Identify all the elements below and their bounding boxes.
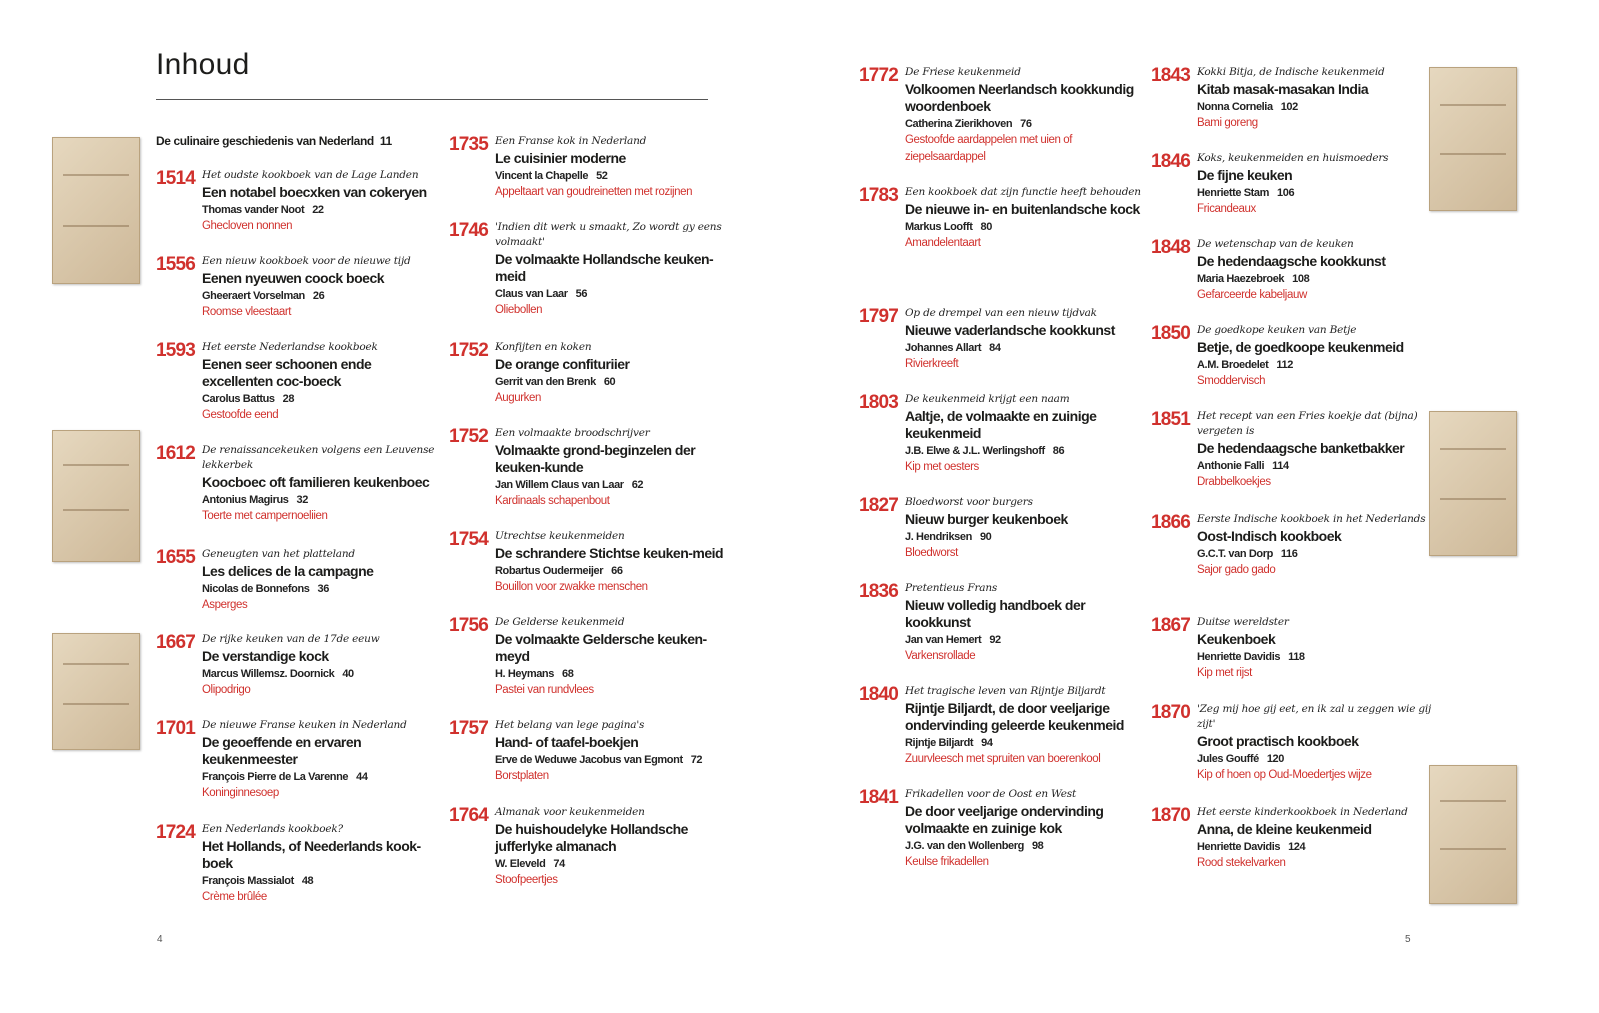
entry-page: 80 xyxy=(980,221,992,233)
entry-page: 102 xyxy=(1280,101,1298,113)
entry-subtitle: Een volmaakte broodschrijver xyxy=(495,427,650,439)
entry-recipe: Stoofpeertjes xyxy=(495,874,558,886)
entry-book-title: Le cuisinier moderne xyxy=(495,150,626,166)
entry-subtitle: Koks, keukenmeiden en huismoeders xyxy=(1197,152,1389,164)
entry-year: 1850 xyxy=(1151,323,1191,344)
entry-year: 1757 xyxy=(449,718,489,739)
entry-page: 120 xyxy=(1266,753,1284,765)
entry-page: 86 xyxy=(1052,445,1065,457)
entry-book-title: De hedendaagsche kookkunst xyxy=(1197,253,1386,269)
book-cover-image xyxy=(1429,411,1517,556)
entry-book-title: Nieuw volledig handboek der kookkunst xyxy=(905,597,1086,630)
entry-page: 92 xyxy=(989,634,1001,646)
entry-year: 1783 xyxy=(859,185,899,206)
entry-subtitle: Een kookboek dat zijn functie heeft behouden xyxy=(905,186,1141,198)
entry-recipe: Roomse vleestaart xyxy=(202,306,292,318)
entry-page: 98 xyxy=(1031,840,1044,852)
entry-book-title: De huishoudelyke Hollandsche jufferlyke almanach xyxy=(495,821,688,854)
entry-book-title: De fijne keuken xyxy=(1197,167,1293,183)
entry-year: 1843 xyxy=(1151,65,1191,86)
book-cover-image xyxy=(1429,765,1517,904)
entry-subtitle: Een Nederlands kookboek? xyxy=(202,823,343,835)
entry-year: 1724 xyxy=(156,822,196,843)
entry-page: 36 xyxy=(317,583,329,595)
entry-book-title: De door veeljarige ondervinding volmaakte en zuinige kok xyxy=(905,803,1104,836)
entry-year: 1851 xyxy=(1151,409,1191,430)
entry-recipe: Smoddervisch xyxy=(1197,375,1266,387)
entry-author: Nicolas de Bonnefons xyxy=(202,583,310,595)
entry-page: 62 xyxy=(631,479,644,491)
entry-author: Henriette Stam xyxy=(1197,187,1270,199)
entry-page: 90 xyxy=(979,531,992,543)
entry-book-title: Eenen seer schoonen ende excellenten coc-boeck xyxy=(202,356,372,389)
entry-page: 66 xyxy=(611,565,623,577)
entry-subtitle: De renaissancekeuken volgens een Leuvense lekkerbek xyxy=(202,444,435,471)
entry-author: Henriette Davidis xyxy=(1197,651,1281,663)
entry-recipe: Gestoofde aardappelen met uien of ziepelsaardappel xyxy=(905,134,1073,163)
entry-page: 28 xyxy=(282,393,295,405)
entry-book-title: Rijntje Biljardt, de door veeljarige ondervinding geleerde keukenmeid xyxy=(905,700,1124,733)
entry-year: 1848 xyxy=(1151,237,1191,258)
entry-subtitle: Eerste Indische kookboek in het Nederlands xyxy=(1197,513,1426,525)
entry-recipe: Varkensrollade xyxy=(905,650,976,662)
entry-year: 1612 xyxy=(156,443,196,464)
entry-author: Markus Loofft xyxy=(905,221,973,233)
entry-year: 1593 xyxy=(156,340,196,361)
entry-subtitle: De nieuwe Franse keuken in Nederland xyxy=(202,719,407,731)
entry-author: G.C.T. van Dorp xyxy=(1197,548,1273,560)
book-cover-image xyxy=(52,137,140,284)
entry-subtitle: Het belang van lege pagina's xyxy=(495,719,645,731)
entry-subtitle: De Friese keukenmeid xyxy=(905,66,1021,78)
entry-author: François Pierre de La Varenne xyxy=(202,771,349,783)
entry-subtitle: Het eerste Nederlandse kookboek xyxy=(202,341,378,353)
entry-page: 22 xyxy=(312,204,324,216)
intro-entry[interactable] xyxy=(156,134,392,148)
entry-book-title: Keukenboek xyxy=(1197,631,1276,647)
entry-page: 72 xyxy=(690,754,703,766)
entry-author: Vincent la Chapelle xyxy=(495,170,589,182)
entry-book-title: Eenen nyeuwen coock boeck xyxy=(202,270,385,286)
entry-recipe: Gestoofde eend xyxy=(202,409,279,421)
entry-year: 1752 xyxy=(449,340,489,361)
entry-subtitle: 'Zeg mij hoe gij eet, en ik zal u zeggen wie gij zijt' xyxy=(1197,703,1432,730)
entry-subtitle: De rijke keuken van de 17de eeuw xyxy=(202,633,380,645)
entry-page: 74 xyxy=(553,858,565,870)
entry-author: Gerrit van den Brenk xyxy=(495,376,596,388)
entry-page: 26 xyxy=(312,290,325,302)
entry-year: 1870 xyxy=(1151,702,1191,723)
entry-author: Rijntje Biljardt xyxy=(905,737,974,749)
entry-book-title: De volmaakte Hollandsche keuken-meid xyxy=(495,251,714,284)
page-number-left: 4 xyxy=(157,934,163,945)
entry-page: 56 xyxy=(575,288,588,300)
entry-page: 40 xyxy=(342,668,354,680)
entry-book-title: De geoeffende en ervaren keukenmeester xyxy=(202,734,362,767)
entry-subtitle: 'Indien dit werk u smaakt, Zo wordt gy eens volmaakt' xyxy=(495,221,722,248)
entry-recipe: Borstplaten xyxy=(495,770,549,782)
entry-subtitle: Bloedworst voor burgers xyxy=(905,496,1033,508)
entry-year: 1514 xyxy=(156,168,196,189)
entry-recipe: Drabbelkoekjes xyxy=(1197,476,1271,488)
entry-year: 1772 xyxy=(859,65,899,86)
entry-year: 1735 xyxy=(449,134,489,155)
entry-author: Gheeraert Vorselman xyxy=(202,290,305,302)
entry-book-title: Nieuwe vaderlandsche kookkunst xyxy=(905,322,1115,338)
entry-year: 1746 xyxy=(449,220,489,241)
entry-page: 60 xyxy=(603,376,616,388)
entry-subtitle: De keukenmeid krijgt een naam xyxy=(905,393,1070,405)
entry-author: Jan van Hemert xyxy=(905,634,982,646)
page-number-right: 5 xyxy=(1405,934,1411,945)
entry-year: 1701 xyxy=(156,718,196,739)
entry-recipe: Bloedworst xyxy=(905,547,958,559)
entry-page: 118 xyxy=(1288,651,1305,663)
entry-author: W. Eleveld xyxy=(495,858,546,870)
book-cover-image xyxy=(1429,67,1517,211)
entry-page: 94 xyxy=(981,737,993,749)
entry-subtitle: Duitse wereldster xyxy=(1197,616,1289,628)
entry-book-title: De nieuwe in- en buitenlandsche kock xyxy=(905,201,1140,217)
entry-author: Anthonie Falli xyxy=(1197,460,1265,472)
entry-page: 112 xyxy=(1276,359,1293,371)
entry-recipe: Sajor gado gado xyxy=(1197,564,1276,576)
entry-recipe: Amandelentaart xyxy=(905,237,981,249)
entry-subtitle: Pretentieus Frans xyxy=(905,582,998,594)
entry-book-title: De hedendaagsche banketbakker xyxy=(1197,440,1405,456)
entry-author: François Massialot xyxy=(202,875,294,887)
entry-recipe: Olipodrigo xyxy=(202,684,251,696)
entry-page: 108 xyxy=(1292,273,1310,285)
entry-year: 1867 xyxy=(1151,615,1191,636)
entry-recipe: Augurken xyxy=(495,392,542,404)
entry-author: Catherina Zierikhoven xyxy=(905,118,1013,130)
entry-subtitle: De goedkope keuken van Betje xyxy=(1197,324,1357,336)
entry-author: Antonius Magirus xyxy=(202,494,289,506)
entry-subtitle: Het oudste kookboek van de Lage Landen xyxy=(202,169,419,181)
entry-author: Carolus Battus xyxy=(202,393,275,405)
entry-subtitle: De Gelderse keukenmeid xyxy=(495,616,625,628)
entry-author: Erve de Weduwe Jacobus van Egmont xyxy=(495,754,683,766)
page-title: Inhoud xyxy=(156,48,250,81)
entry-page: 32 xyxy=(296,494,308,506)
entry-author: J.G. van den Wollenberg xyxy=(905,840,1024,852)
entry-recipe: Zuurvleesch met spruiten van boerenkool xyxy=(905,753,1101,765)
book-cover-image xyxy=(52,430,140,562)
entry-author: H. Heymans xyxy=(495,668,554,680)
entry-page: 44 xyxy=(356,771,368,783)
entry-book-title: Volkoomen Neerlandsch kookkundig woordenboek xyxy=(905,81,1134,114)
entry-author: Thomas vander Noot xyxy=(202,204,305,216)
entry-year: 1870 xyxy=(1151,805,1191,826)
entry-year: 1836 xyxy=(859,581,899,602)
book-cover-image xyxy=(52,633,140,750)
entry-subtitle: Het recept van een Fries koekje dat (bijna) vergeten is xyxy=(1197,410,1418,437)
entry-book-title: De verstandige kock xyxy=(202,648,329,664)
entry-recipe: Keulse frikadellen xyxy=(905,856,989,868)
entry-year: 1841 xyxy=(859,787,899,808)
entry-page: 124 xyxy=(1288,841,1306,853)
entry-recipe: Pastei van rundvlees xyxy=(495,684,594,696)
entry-book-title: Aaltje, de volmaakte en zuinige keukenmeid xyxy=(905,408,1097,441)
entry-subtitle: Frikadellen voor de Oost en West xyxy=(905,788,1077,800)
entry-page: 106 xyxy=(1277,187,1295,199)
entry-page: 76 xyxy=(1020,118,1032,130)
entry-recipe: Gefarceerde kabeljauw xyxy=(1197,289,1307,301)
entry-recipe: Kip met oesters xyxy=(905,461,979,473)
entry-author: J.B. Elwe & J.L. Werlingshoff xyxy=(905,445,1045,457)
entry-subtitle: Geneugten van het platteland xyxy=(202,548,355,560)
entry-year: 1840 xyxy=(859,684,899,705)
entry-subtitle: Almanak voor keukenmeiden xyxy=(495,806,645,818)
entry-year: 1756 xyxy=(449,615,489,636)
entry-book-title: Oost-Indisch kookboek xyxy=(1197,528,1342,544)
entry-book-title: De schrandere Stichtse keuken-meid xyxy=(495,545,724,561)
entry-recipe: Oliebollen xyxy=(495,304,543,316)
entry-page: 52 xyxy=(596,170,608,182)
entry-recipe: Appeltaart van goudreinetten met rozijnen xyxy=(495,186,693,198)
entry-recipe: Kip of hoen op Oud-Moedertjes wijze xyxy=(1197,769,1372,781)
entry-author: J. Hendriksen xyxy=(905,531,972,543)
entry-recipe: Bouillon voor zwakke menschen xyxy=(495,581,648,593)
entry-recipe: Crème brûlée xyxy=(202,891,267,903)
title-divider xyxy=(156,99,708,100)
entry-book-title: Betje, de goedkoope keukenmeid xyxy=(1197,339,1404,355)
entry-year: 1667 xyxy=(156,632,196,653)
entry-subtitle: Konfijten en koken xyxy=(495,341,592,353)
entry-recipe: Bami goreng xyxy=(1197,117,1258,129)
entry-author: Claus van Laar xyxy=(495,288,568,300)
entry-subtitle: De wetenschap van de keuken xyxy=(1197,238,1354,250)
entry-year: 1655 xyxy=(156,547,196,568)
entry-book-title: Nieuw burger keukenboek xyxy=(905,511,1068,527)
entry-author: Jules Gouffé xyxy=(1197,753,1259,765)
entry-year: 1803 xyxy=(859,392,899,413)
entry-year: 1797 xyxy=(859,306,899,327)
entry-subtitle: Een Franse kok in Nederland xyxy=(495,135,647,147)
entry-book-title: Een notabel boecxken van cokeryen xyxy=(202,184,427,200)
entry-recipe: Rivierkreeft xyxy=(905,358,959,370)
entry-author: Henriette Davidis xyxy=(1197,841,1281,853)
entry-subtitle: Het eerste kinderkookboek in Nederland xyxy=(1197,806,1408,818)
intro-label: De culinaire geschiedenis van Nederland xyxy=(156,134,374,148)
entry-author: Marcus Willemsz. Doornick xyxy=(202,668,335,680)
entry-book-title: Les delices de la campagne xyxy=(202,563,374,579)
entry-recipe: Koninginnesoep xyxy=(202,787,279,799)
entry-book-title: Hand- of taafel-boekjen xyxy=(495,734,639,750)
entry-book-title: Koocboec oft familieren keukenboec xyxy=(202,474,430,490)
entry-year: 1556 xyxy=(156,254,196,275)
entry-recipe: Asperges xyxy=(202,599,248,611)
entry-page: 68 xyxy=(561,668,574,680)
entry-book-title: Kitab masak-masakan India xyxy=(1197,81,1369,97)
entry-book-title: Groot practisch kookboek xyxy=(1197,733,1359,749)
entry-subtitle: Een nieuw kookboek voor de nieuwe tijd xyxy=(202,255,411,267)
entry-book-title: Anna, de kleine keukenmeid xyxy=(1197,821,1372,837)
entry-author: Johannes Allart xyxy=(905,342,982,354)
entry-page: 116 xyxy=(1280,548,1298,560)
entry-year: 1866 xyxy=(1151,512,1191,533)
entry-author: A.M. Broedelet xyxy=(1197,359,1269,371)
entry-recipe: Toerte met campernoeliien xyxy=(202,510,328,522)
entry-year: 1752 xyxy=(449,426,489,447)
entry-recipe: Fricandeaux xyxy=(1197,203,1256,215)
entry-year: 1764 xyxy=(449,805,489,826)
entry-author: Robartus Oudermeijer xyxy=(495,565,604,577)
entry-subtitle: Het tragische leven van Rijntje Biljardt xyxy=(905,685,1106,697)
entry-subtitle: Kokki Bitja, de Indische keukenmeid xyxy=(1197,66,1385,78)
entry-year: 1827 xyxy=(859,495,899,516)
entry-page: 114 xyxy=(1272,460,1289,472)
entry-page: 48 xyxy=(301,875,314,887)
entry-subtitle: Utrechtse keukenmeiden xyxy=(495,530,625,542)
intro-page: 11 xyxy=(379,134,392,148)
entry-book-title: De volmaakte Geldersche keuken-meyd xyxy=(495,631,707,664)
entry-book-title: Volmaakte grond-beginzelen der keuken-kunde xyxy=(495,442,696,475)
entry-author: Maria Haezebroek xyxy=(1197,273,1285,285)
entry-recipe: Rood stekelvarken xyxy=(1197,857,1286,869)
entry-subtitle: Op de drempel van een nieuw tijdvak xyxy=(905,307,1097,319)
entry-author: Nonna Cornelia xyxy=(1197,101,1273,113)
entry-year: 1846 xyxy=(1151,151,1191,172)
entry-author: Jan Willem Claus van Laar xyxy=(495,479,624,491)
entry-book-title: De orange confituriier xyxy=(495,356,630,372)
entry-recipe: Kardinaals schapenbout xyxy=(495,495,610,507)
entry-book-title: Het Hollands, of Neederlands kook-boek xyxy=(202,838,421,871)
entry-year: 1754 xyxy=(449,529,489,550)
entry-recipe: Ghecloven nonnen xyxy=(202,220,293,232)
entry-page: 84 xyxy=(989,342,1001,354)
entry-recipe: Kip met rijst xyxy=(1197,667,1252,679)
